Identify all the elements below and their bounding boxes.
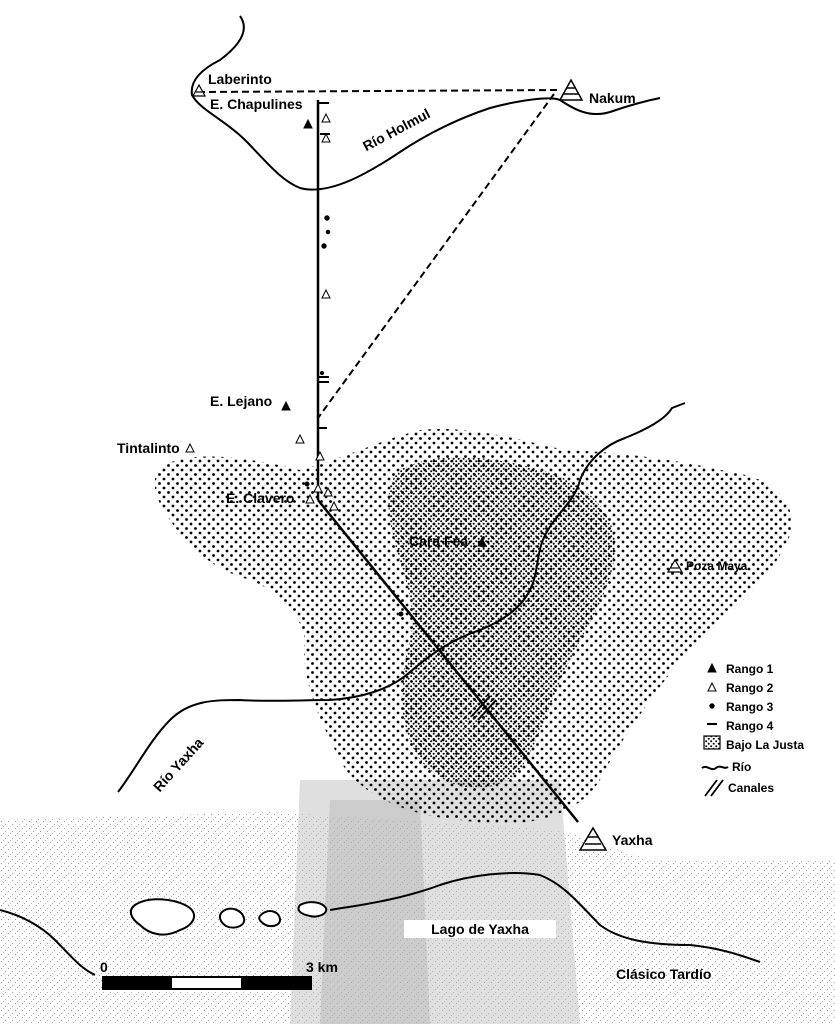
- legend-bajo-icon: [704, 736, 720, 749]
- scale-bar: [103, 977, 311, 989]
- legend-canales-icon-a: [705, 780, 717, 796]
- label-rio-yaxha: Río Yaxha: [150, 734, 207, 795]
- label-tintalinto: Tintalinto: [117, 440, 180, 456]
- legend-rango3: [726, 698, 773, 716]
- label-laberinto: Laberinto: [208, 71, 272, 87]
- scale-end-label: 3 km: [306, 959, 338, 975]
- legend-rango2-label: Rango 2: [726, 681, 774, 695]
- label-rio-holmul: Río Holmul: [360, 105, 433, 155]
- legend-rango4-label: Rango 4: [726, 719, 774, 733]
- label-poza-maya: Poza Maya: [686, 559, 748, 573]
- legend-canales-icon-b: [711, 780, 723, 796]
- site-nakum-icon: [560, 80, 582, 100]
- label-e-clavero: E. Clavero: [226, 490, 295, 506]
- legend-canales: [728, 779, 774, 797]
- scale-start-label: 0: [100, 959, 108, 975]
- label-e-chapulines: E. Chapulines: [210, 96, 303, 112]
- label-nakum: Nakum: [589, 90, 636, 106]
- label-period: Clásico Tardío: [616, 966, 712, 982]
- legend-rango1-label: Rango 1: [726, 662, 774, 676]
- legend-rango1-icon: [708, 664, 716, 672]
- legend-canales-label: Canales: [728, 781, 775, 795]
- legend-rio-icon: [702, 767, 728, 770]
- legend-rango3-icon: [710, 704, 714, 708]
- legend-rango1: [726, 660, 773, 678]
- label-e-lejano: E. Lejano: [210, 393, 273, 409]
- legend-rio-label: Río: [732, 760, 752, 774]
- label-cara-fea: Cara Fea: [409, 533, 469, 549]
- label-lago-de-yaxha: Lago de Yaxha: [404, 920, 556, 938]
- label-yaxha: Yaxha: [612, 832, 653, 848]
- legend-rango4: [726, 717, 773, 735]
- legend-rango2: [726, 679, 773, 697]
- legend-rio: [732, 758, 751, 776]
- legend-rango2-icon: [708, 683, 716, 691]
- legend-symbols: [702, 664, 728, 796]
- legend-rango3-label: Rango 3: [726, 700, 774, 714]
- legend-bajo-label: Bajo La Justa: [726, 738, 805, 752]
- site-laberinto-icon: [193, 85, 205, 96]
- legend-bajo: [726, 736, 804, 754]
